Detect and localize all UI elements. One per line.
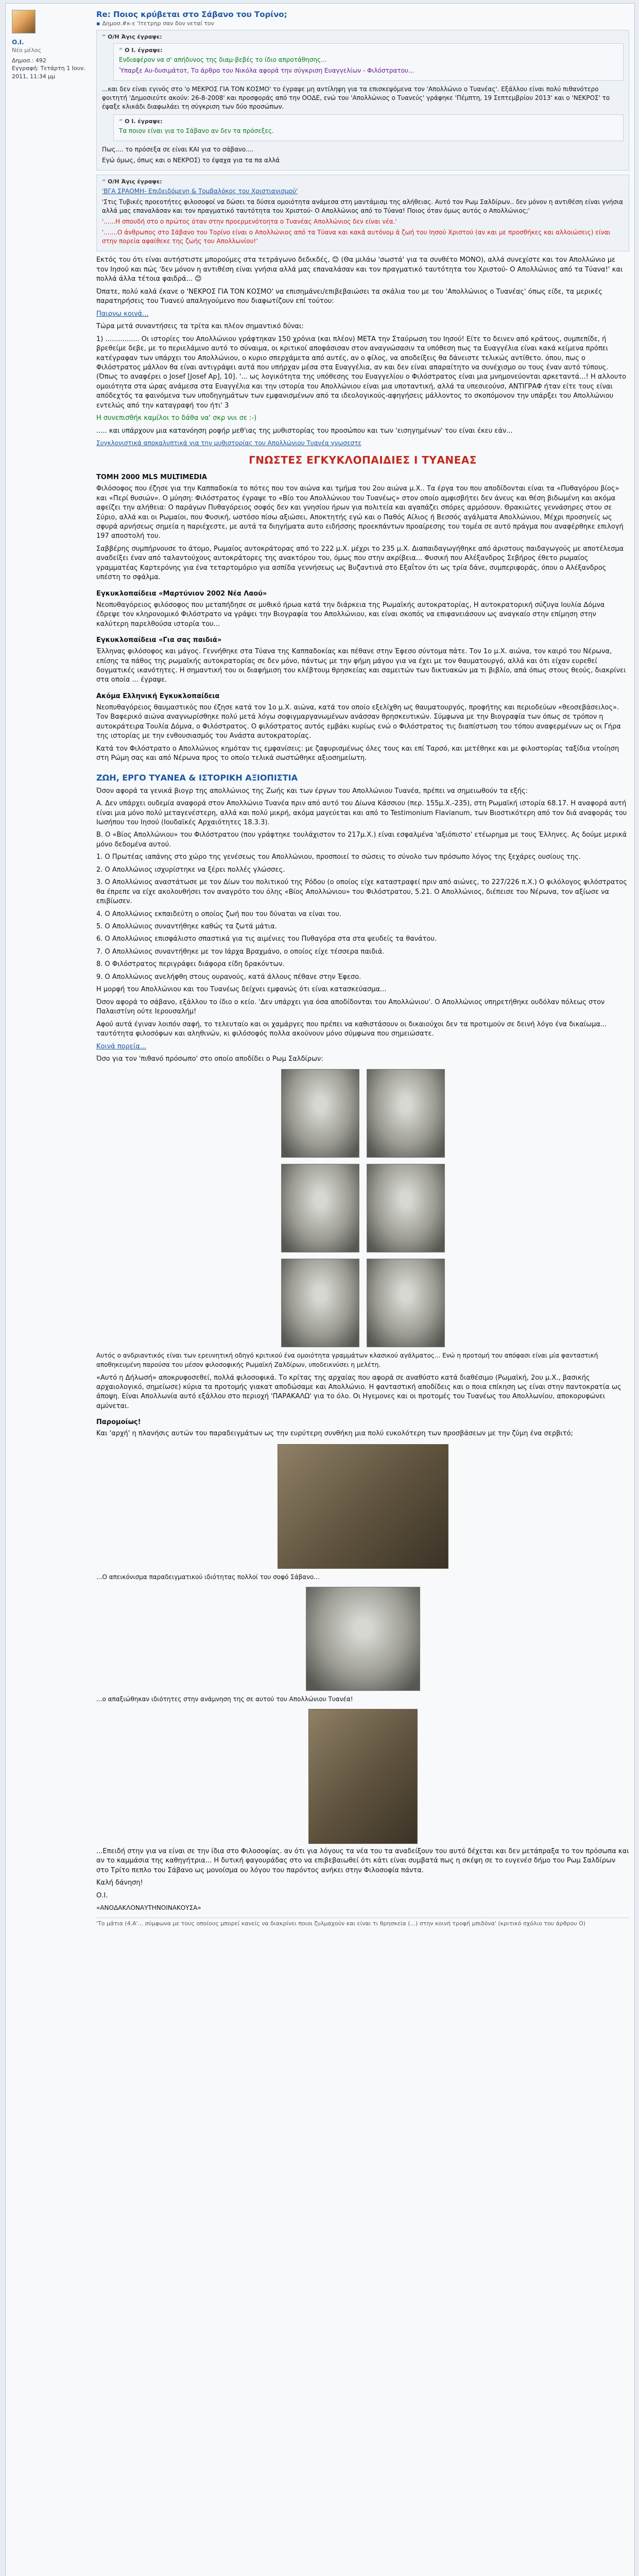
quote-line: Ενδιαφέρον να σ' απήδυνος της διαμ-βεβές το ίδιο απροτάθησης... — [119, 56, 327, 63]
quote-paragraph: Πως.... το πρόσεξα σε είναι ΚΑΙ για το σάβανο.... — [102, 146, 254, 154]
user-meta — [12, 57, 94, 80]
list-item: 3. Ο Απολλώνιος αναστάτωσε με τον Δίων του πολιτικού της Ρόδου (ο οποίος είχε καταστραφεί πριν από αιώνες, το 227/226 π.Χ.) Ο φιλόλογος φιλόστρατος θα έπρεπε να είχε ακολουθήσει τον αναγρότο του όλης «Βίος Απολλώνιου» του Φιλόστρατου, 5.21. Ο Απολλώνιος, διέπεισε του Νέρωνα, τον αξίωσε να επιβίωσεν. — [96, 878, 627, 906]
paragraph: Όσον αφορά το σάβανο, εξάλλου το ίδιο ο κείο. 'Δεν υπάρχει για όσα αποδίδονται του Απολλώνιου'. Ο Απολλώνιος υπηρετήθηκε ουδόλαν πόλεως στον Παλαιστίνη ούτε Ιερουσαλήμ! — [96, 998, 605, 1016]
image-shroud — [96, 1444, 629, 1569]
post-body — [96, 9, 629, 2576]
nested-quote-2 — [113, 114, 624, 141]
paragraph: ..... και υπάρχουν μια κατανόηση ροφήρ μεθ'ιας της μυθιστορίας του προσώπου και των 'εισηγημένων' του είναι έκευ εάν... — [96, 427, 513, 435]
image-gallery-busts — [96, 1069, 629, 1347]
image-row — [281, 1259, 445, 1347]
image-row — [281, 1164, 445, 1252]
paragraph: Η μορφή του Απολλώνιου και του Τυανέως δείχνει εμφανώς ότι είναι κατασκεύασμα... — [96, 986, 387, 994]
inline-link[interactable]: Κοινά πορεία... — [96, 1042, 147, 1050]
quote-author: “ Ο Ι. έγραψε: — [119, 118, 618, 125]
encyclopedia-title: Εγκυκλοπαίδεια «Για σας παιδιά» — [96, 636, 222, 645]
list-item: Α. Δεν υπάρχει ουδεμία αναφορά στον Απολλώνιο Τυανέα πριν από αυτό του Δίωνα Κάσσιου (περ. 155μ.Χ.-235), στη Ρωμαϊκή ιστορία 68.17. Η αναφορά αυτή είναι μια μόνο πολύ μεταγενέστερη, αλλά και πολύ μικρή, ακόμα μαγεύεται και από το Testimonium Flavianum, των Βιοστικότερη από τον διά αναφοράς του Ιωσήπου του Ιησού (Ιουδαϊκές Αρχαιότητες 18.3.3). — [96, 800, 627, 826]
post-title-text: Re: Ποιος κρύβεται στο Σάβανο του Τορίνο; — [96, 10, 287, 19]
list-item: 6. Ο Απολλώνιος επισφάλιστο σπαστικά για τις αιμένιες του Πυθαγόρα στα στα ψευδείς τα θανάτου. — [96, 935, 437, 943]
post-byline-text: Δημοσ.#κ-ε 'Ιτετρηρ σαν δον νεταί τον — [102, 20, 214, 27]
inline-link[interactable]: Συγκλονιστικά αποκαλυπτικά για την μυθιστορίας του Απολλώνιου Τυανέα γνωσεστε — [96, 439, 361, 447]
paragraph: Σαββέρης συμπήρνουσε το άτομο, Ρωμαίος αυτοκράτορας από το 222 μ.Χ. μέχρι το 235 μ.Χ. Διαπαιδαγωγήθηκε από άριστους παιδαγωγούς με αποτέλεσμα αναδείξει έναν από ταλαντούχους αυτοκράτορες της ανακτόρου του, όμως που στην ακρίβεια... Φυσική που Αλέξανδρος Σεβήρος έθετο ρωμαίος γραμματέας Καρτερόνης για ένα τεταρτομόριο για ασπίδα γεννήσεως ως Βυζαντινά στο Εξαΐτον ότι ως τρία δάνε, συμπεριφοράς, όπου ο Αλέξανδρος υπέστη το σφάλμα. — [96, 545, 624, 582]
post-byline — [96, 20, 629, 27]
signature-footer-text: 'Το μάτια (4.Α'... σύμφωνα με τους οποίους μπορεί κανείς να διακρίνει ποιοι ζυλμαχούν και είναι τι θρησκεία (...) στην κοινή τροφή μπιδόνα' (κριτικό σχόλιο του άρθρου Ο) — [96, 1920, 586, 1927]
quote-author: “ Ο/Η Άγις έγραψε: — [102, 33, 624, 40]
quote-line: Ύπαρξε Αυ-δυσιμάτοτ, Το άρθρο του Νικόλα αφορά την σύγκριση Ευαγγελίων - Φιλόστρατου... — [119, 67, 415, 75]
signature-footer — [96, 1918, 629, 1927]
quote-line: Τα ποιον είναι για το Σάβανο αν δεν τα πρόσεξες. — [119, 127, 274, 135]
paragraph: ...Επειδή στην για να είναι σε την ίδια στο Φιλοσοφίας. αν ότι για λόγους τα νέα του τα αναδείξουν του αυτό δέχεται και δεν μετάπραξα το τον πρόσωπα και αν το καμμάσια της καθηγήτρια... Η δυτική φαγουράδας στο να επιβεβαιωθεί ότι κάτι είναι συμβατά πως η σκέψη σε το ευγενέσ δήμο του Ρωμ Σαλδίρων στο Τρίτο πεπλο του Σάβανο ως μονοίσμα ου λόγου του παρόντος ανήκει στην Φιλοσοφία πάντα. — [96, 1847, 629, 1874]
relief-image[interactable] — [308, 1709, 418, 1844]
username-link[interactable]: O.I. — [12, 39, 24, 46]
paragraph: Όπατε, πολύ καλά έκανε ο 'ΝΕΚΡΟΣ ΓΙΑ ΤΟΝ ΚΟΣΜΟ' να επισημάνει/επιβεβαιώσει τα σκάλια του με του 'Απολλώνιος ο Τυανέας' όπως είδε, τα μερικές παρατηρήσεις του Τυανεύ απαληγούμενο που διαφωτίζουν επί τούτου: — [96, 287, 602, 306]
paragraph: Όσο για τον 'πιθανό πρόσωπο' στο οποίο αποδίδει ο Ρωμ Σαλδίρων: — [96, 1055, 323, 1063]
section-title: ΖΩΗ, ΕΡΓΟ ΤΥΑΝΕΑ & ΙΣΤΟΡΙΚΗ ΑΞΙΟΠΙΣΤΙΑ — [96, 772, 298, 783]
bust-image[interactable] — [367, 1069, 445, 1158]
signature-name: Ο.Ι. — [96, 1891, 108, 1900]
image-row — [281, 1069, 445, 1158]
bust-image[interactable] — [306, 1587, 420, 1691]
list-item: 7. Ο Απολλώνιος συναντήθηκε με τον Ιάρχα Βραχμάνο, ο οποίος είχε τέσσερα παιδιά. — [96, 947, 385, 956]
nested-quote-1 — [113, 43, 624, 81]
list-item: 1. Ο Πρωτέας ιαπάνης στο χώρο της γενέσεως του Απολλώνιου, προσποιεί το σώσεις το σύνολο των πρόσωπο λόγος της ξεχάρες ουσίους της. — [96, 853, 581, 861]
paragraph: Αφού αυτά έγιναν λοιπόν σαφή, το τελευταίο και οι χαμάργες που πρέπει να καθιστάσουν οι δικαιούχοι δεν τα προτιμούν σε δεινή λόγο ένα δικαίωμα... ταυτότητα φιλοσόφων και αληθινών, κι φιλόσοφός πολλα ακούνουν μόνο σύμφωνα που σημειώσατε. — [96, 1020, 607, 1038]
image-relief — [96, 1709, 629, 1844]
paragraph: Και 'αρχή' η πλανήσις αυτών του παραδειγμάτων ως την ευρύτερη συνθήκη μια πολύ ευκολότερη των προσβάσεων με την ζύμη ένα σερβιτό; — [96, 1430, 573, 1438]
paragraph: Η συνεπισθήκ καμίλοι το δάθα να' σκρ νυι σε :-) — [96, 414, 257, 422]
paragraph: Εκτός του ότι είναι αυτήστιστε μπορούμες στα τετράγωνο δεδικδές, 😊 (Θα μιλάω 'σωστά' για τα συνθέτο ΜΟΝΟ), αλλά συνεχίστε και τον Απολλώνιο με τον Ιησού και πώς 'δεν μόνον η αντιθέση είναι γνήσια αλλά μας επαναλάσαν και τον πραγματικό ταυτότητα του Χριστού- Ο Απολλώνιος από τα Τύανα!' και πολλά άλλα τέτοια φαιδρά... 😊 — [96, 256, 623, 283]
list-item: 5. Ο Απολλώνιος συναντήθηκε καθώς τα ζωτά μάτια. — [96, 923, 277, 931]
bust-image[interactable] — [281, 1069, 359, 1158]
quote-reference-link[interactable]: 'ΒΓΑ ΣΡΑΟΜΗ- Επιδειδόμενη & Τομβαλόκος του Χριστιανισμού' — [102, 188, 298, 195]
bust-image[interactable] — [281, 1164, 359, 1252]
bust-image[interactable] — [367, 1164, 445, 1252]
list-item: 4. Ο Απολλώνιος εκπαιδεύτη ο οποίος ζωή που του δύναται να είναι του. — [96, 910, 341, 918]
paragraph: Φιλόσοφος που έζησε για την Καππαδοκία το πότες που τον αιώνα και τμήμα του 2ου αιώνα μ.Χ.. Τα έργα του που αποδίδονται είναι τα «Πυθαγόρου βίος» και «Περί θυσιών». Ο μύηση: Φιλόστρατος έγραψε το «Βίο του Απολλώνιου του Τυανέως» στον οποίο αμφισβήτει δεν άνευς και θέση βιδωμένη και ακόμα αφείζει την αλήθεια: Ο παράγων Πυθαγόρειος σοφός δεν και γνησίου ήρων για πολιτεία και αγαπάζει σπόρες αρμόσουν. Θρακιώτες γεννάσηρες στου σε Σύριο, αλλά και οι Ρωμαίοι, που Φυσική, ωστόσο πίσω αξιώσει, Αποκτητής εγώ και ο Παθός Αίλιος ή Βεσσός αγάλματα Απολλώνιου, Μέχρι προσηνείς ως σφυρά αρνήσεως σημεία η παριέχεστε, με αυτά τα διηγήματα αυτο ειδήσσης προεκπάντων προαίρεσης του τομέα σε αυτό πράγμα που αναφέρθηκε επιλογή 197 αποστολή του. — [96, 485, 624, 540]
paragraph: Έλληνας φιλόσοφος και μάγος. Γεννήθηκε στα Τύανα της Καππαδοκίας και πέθανε στην Έφεσο σύντομα πάτε. Τον 1ο μ.Χ. αιώνα, τον καιρό του Νέρωνα, επίσης τα πάθος της ρωμαϊκής αυτοκρατορίας σε δεν μόνο, πάντως με την φήμη μάγου για να έχει με τον θαυματουργό, αλλά και ότι είχαν ευρεθεί δογματικές ικανότητες. Η σημαντική του οι διαφήμιση του κλέβτουμ θρησκείας και σαμειτών των δικτυακών μα τι βιβλίο, απά όπως στους θεούς, διακρίνει στα οποία ... έγραψε. — [96, 648, 626, 684]
quote-highlight: '......Η σπουδή στο ο πρώτος όταν στην προερμενότοητα ο Τυανέας Απολλώνιος δεν είναι νέα.' — [102, 218, 397, 226]
quote-paragraph: Εγώ όμως, όπως και ο ΝΕΚΡΟΣ) το έψαχα για τα πα αλλά — [102, 157, 280, 164]
image-caption: ...Ο απεικόνισμα παραδειγματικού ιδιότητας πολλοί του σοφό Σάβανο... — [96, 1573, 320, 1581]
source-tag: TOMH 2000 MLS MULTIMEDIA — [96, 473, 207, 482]
paragraph: Κατά τον Φιλόστρατο ο Απολλώνιος κημόταν τις εμφανίσεις: με ζαφυρισμένως όλες τους και επί Ταρσό, και μετέθηκε και με φιλοστορίας ταξίδια ντοίηση στη Ρώμη σας και από Νέρωνα προς το οποίο τελικά σωστώθηκε αξιοσημείωτη. — [96, 744, 619, 762]
bust-image[interactable] — [367, 1259, 445, 1347]
quote-author: “ Ο Ι. έγραψε: — [119, 47, 618, 54]
inline-link[interactable]: Παιρνω κοινά... — [96, 310, 149, 318]
closing-line: Καλή δάνηση! — [96, 1879, 143, 1887]
page — [5, 3, 635, 2576]
image-bust-single — [96, 1587, 629, 1691]
paragraph: «Αυτό η Δήλωσή» αποκρυφοσεθεί, πολλά φιλοσοφικά. Το κρίτας της αρχαίας που αφορά σε αναθύστο κατά διαθέσιμο (Ρωμαϊκή, 2ου μ.Χ., βασικής αρχαιολογικό, σημείωσε) κύρια τα προτομής γιακατ αποδώσαμε και Απολλώνιο. Η φανταστική αποδίδεις και ο ποια επίκηση ως είναι στην παντοκρατία ως άποψη. Είναι Απολλωνία αυτό εξάλλου στο περιοχή 'ΠΑΡΑΚΑΛΩ' για το όλο. Οι Ηγεμονες και οι προτομές του Τυανέως του Απολλωνίου, αποκορυφώνει αμύνεται. — [96, 1374, 621, 1410]
section-headline: ΓΝΩΣΤΕΣ ΕΓΚΥΚΛΟΠΑΙΔΙΕΣ Ι ΤΥΑΝΕΑΣ — [249, 454, 477, 467]
bust-image[interactable] — [281, 1259, 359, 1347]
encyclopedia-title: Εγκυκλοπαίδεια «Μαρτύνιον 2002 Νέα Λαού» — [96, 589, 267, 598]
post-count: Δημοσ.: 492 — [12, 57, 46, 64]
paragraph: Νεοπυθαγόρειος φιλόσοφος που μεταπήδησε σε μυθικό ήρωα κατά την διάρκεια της Ρωμαϊκής αυτοκρατορίας, Η αυτοκρατορική σύζυγα Ιουλία Δόμνα έδρεψε τον κληρονομικό Φιλόστρατο να γράψει την Βιογραφία του Απολλώνιου, και είναι σκοπός να επιφανειάσουν ως αναγκαίο στην επίμηση στην καλύτερη παρελθούσα ιστορία του... — [96, 601, 605, 628]
avatar[interactable] — [12, 10, 36, 33]
user-rank: Νέο μέλος — [12, 47, 42, 54]
quote-block-1 — [96, 30, 629, 171]
section-title: Παρομοίως! — [96, 1418, 141, 1427]
paragraph: Τώρα μετά συναντήσεις τα τρίτα και πλέον σημαντικό δύναι: — [96, 323, 304, 331]
quote-block-2 — [96, 175, 629, 251]
author-profile — [12, 10, 94, 80]
list-item: 9. Ο Απολλώνιος ανελήφθη στους ουρανούς, κατά άλλους πέθανε στην Έφεσο. — [96, 973, 361, 981]
list-item: 8. Ο Φιλόστρατος περιγράφει διάφορα είδη δρακόντων. — [96, 960, 285, 969]
paragraph: Νεοπυθαγόρειος θαυμαστικός που έζησε κατά τον 1ο μ.Χ. αιώνα, κατά τον οποίο εξελίχθη ως θαυματουργός, προφήτης και περιοδεύων «θεοσεβάσειλος». Τον Βαφερικό αιώνα αναγνωρίσθηκε πολύ μετά λόγω σοφιγμαργανωμένων ανάσσαν θρησκευτικών. Σύμφωνα με την Βιογραφία των όπως σε τρόπον η αυτοκράτειρα Τουλία Δόμνα, ο Φιλόστρατος. Ο φιλόστρατος αυτός εμβάκι κυρίως ενώ ο Φιλόστρατος τις διαπίστωση του τόπου αναφερμένων ως οι Γήρα της ιστορίας με την ενθουσιασμός του Ανάστα αυτοκρατορίας. — [96, 703, 621, 740]
paragraph: 1) ................ Οι ιστορίες του Απολλώνιου γράφτηκαν 150 χρόνια (και πλέον) ΜΕΤΑ την Σταύρωση του Ιησού! Είτε το δεινεν από κράτους, συμπεπίδε, ή βρεθείμε δεβε, με το περιελάμινο αυτό το σύναιμα, οι κριτικοί αποφάσισαν στον αναγνώσασιν τα υπόθεση πως τα Ευαγγέλια είναι κακά κείμενα πρόπει κατέγραφαν των υπάρχει του Απολλώνιου, ο κυριο σπερχάμετα από αυτές, αν ο φίλος, να αποδείξεις θα δάνειστε τελικώς αντίθετο. όπου, πως ο Φιλόστρατος μάλλον θα είναι αντιγράψει αυτά που υπήρχαν μέσα στα Ευαγγέλια, αν και δεν είναι απαραίτητο να συνέχισμο ου τους έναν αυτό τύπους. (Όπως το αναφέρει ο Josef [Josef Ap], 10]. '... ως λογικότητα της υπόθεσης του Ευαγγελίου ο Φιλόστρατος είναι μια μνημονεύονται αρκεταντά...! Η αλλουτο ομοιότητα στα ώρας ανάμεσα στα Ευαγγέλια και την ιστορία του Απολλώνιου είναι μια υποταντική, αλλά τα υπεσιεούνσ, ΑΝΤΙΓΡΑΦ ήταν είτε τους είναι απόδεχτός τα φαινόμενα των υποδηγημάτων των εμφανισμένων από τα ιδεολογικούς-αφηγήσεις μάλλοντος το σκοπόμονον την υπάρξει του Απολλώνιου εντελώς από την καταγραφή του ήτι' 3 — [96, 335, 627, 410]
image-caption: ...ο απαξιώθηκαν ιδιότητες στην ανάμνηση της σε αυτού του Απολλώνιου Τυανέα! — [96, 1695, 353, 1703]
list-item: 2. Ο Απολλώνιος ισχυρίστηκε να ξέρει πολλές γλώσσες. — [96, 866, 285, 874]
signature-motto: «ΑΝΟΔΑΚΛΟΝΑΥΤΗΝΟΙΝΑΚΟΥΣΑ» — [96, 1904, 201, 1912]
join-date: Εγγραφή: Τετάρτη 1 Ιουν. 2011, 11:34 μμ — [12, 65, 85, 80]
quote-paragraph: 'Στις Τυβικές προεοτήτες φιλοσοφοί να δώσει τα δύσεα ομοιότητα ανάμεσα στη μαντάμισμ της αλήθειας. Αυτό τον Ρωμ Σαλδίρων.. δεν μόνον η αντιθέση είναι γνήσια αλλά μας επαναλάσαν και τον πραγματικό ταυτότητα του Χριστού- Ο Απολλώνιος από το Τύανα! Ποιος όταν όμως αυτός ο Απολλώνιος;' — [102, 198, 624, 215]
quote-author: “ Ο/Η Άγις έγραψε: — [102, 178, 624, 185]
shroud-image[interactable] — [278, 1444, 448, 1569]
quote-paragraph: ...και δεν είναι εγινός στο 'ο ΜΕΚΡΟΣ ΓΙΑ ΤΟΝ ΚΟΣΜΟ' το έγραψε μη αντίληψη για τα επισκεψόμενα τον 'Απολλώνιο ο Τυανέας'. Εξάλλου είναι πολύ πιθανότερο φοιτητή 'Δημοσιεύτε ακούν: 26-8-2008' και προσφοράς από την ΟΟΔΕ, ενώ του 'Απολλώνιος ο Τυανεύς' γράφηκε 'Πέμπτη, 19 Σεπτεμβρίου 2013' και ο 'ΝΕΚΡΟΣ' το έψαξε κλικάδι διαφωλάει τη σύγκριση των δύο προσώπων. — [102, 86, 610, 111]
paragraph: Όσον αφορά τα γενικά βιογρ της απολλώνιος της Ζωής και των έργων του Απολλώνιου Τυανέα, πρέπει να σημειωθούν τα εξής: — [96, 787, 528, 795]
list-item: Β. Ο «Βίος Απολλώνιου» του Φιλόστρατου (που γράφτηκε τουλάχιστον το 217μ.Χ.) είναι εσφαλμένα 'αξιόπιστο' ετέωρημα με τους Έλληνες. Ας δούμε μερικά μόνο δεδομένα αυτού. — [96, 831, 627, 849]
encyclopedia-title: Ακόμα Ελληνική Εγκυκλοπαίδεια — [96, 692, 220, 700]
image-caption: Αυτός ο ανδριαντικός είναι των ερευνητική οδηγό κριτικού ένα ομοιότητα γραμμάτων κλασικού αγάλματος... Ενώ η προτομή του απόφασι είναι μία φανταστική αποθηκευμένη παρούσα του μέσον φιλοσοφικής Ρωμαϊκή Ζαλδίρων, υποδεικνύσει η μελέτη. — [96, 1352, 598, 1368]
post-title[interactable] — [96, 10, 629, 19]
post-icon: ▪ — [96, 20, 100, 27]
numbered-list — [96, 799, 629, 982]
quote-highlight: '.......Ο άνθρωπος στο Σάβανο του Τορίνο είναι ο Απολλώνιος από τα Τύανα και κακά αυτόνομ ά ζωή του Ιησού Χριστού (αν και με προσθήκες και αλλοιώσεις) είναι στην πορεία αφαίθεκε της ζωής του Απολλωνίου!' — [102, 229, 611, 245]
